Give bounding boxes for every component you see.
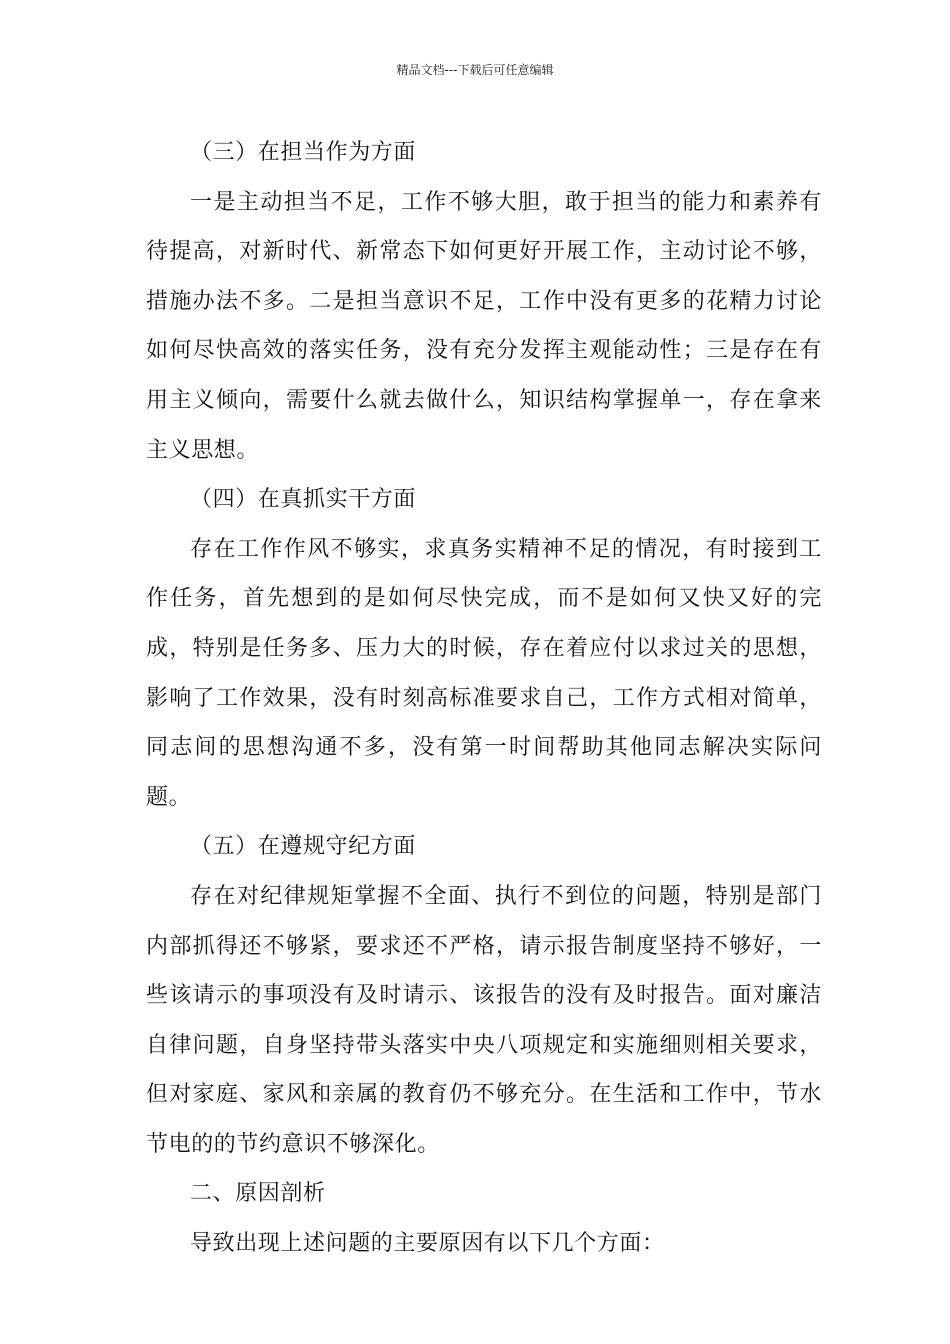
section-4-paragraph: 存在工作作风不够实，求真务实精神不足的情况，有时接到工作任务，首先想到的是如何尽快完成，而不是如何又快又好的完成，特别是任务多、压力大的时候，存在着应付以求过关的思想，影响了工作效果，没有时刻高标准要求自己，工作方式相对简单，同志间的思想沟通不多，没有第一时间帮助其他同志解决实际问题。 xyxy=(146,536,822,810)
section-3-paragraph: 一是主动担当不足，工作不够大胆，敢于担当的能力和素养有待提高，对新时代、新常态下如何更好开展工作，主动讨论不够，措施办法不多。二是担当意识不足，工作中没有更多的花精力讨论如何尽快高效的落实任务，没有充分发挥主观能动性；三是存在有用主义倾向，需要什么就去做什么，知识结构掌握单一，存在拿来主义思想。 xyxy=(146,189,822,463)
cause-analysis-intro: 导致出现上述问题的主要原因有以下几个方面： xyxy=(190,1231,665,1257)
section-heading-5: （五）在遵规守纪方面 xyxy=(190,834,417,860)
section-heading-cause-analysis: 二、原因剖析 xyxy=(190,1181,326,1207)
section-heading-4: （四）在真抓实干方面 xyxy=(190,487,417,513)
page-header: 精品文档---下载后可任意编辑 xyxy=(396,63,554,77)
document-body xyxy=(146,128,822,1269)
section-5-paragraph: 存在对纪律规矩掌握不全面、执行不到位的问题，特别是部门内部抓得还不够紧，要求还不严格，请示报告制度坚持不够好，一些该请示的事项没有及时请示、该报告的没有及时报告。面对廉洁自律问题，自身坚持带头落实中央八项规定和实施细则相关要求，但对家庭、家风和亲属的教育仍不够充分。在生活和工作中，节水节电的的节约意识不够深化。 xyxy=(146,883,822,1157)
section-heading-3: （三）在担当作为方面 xyxy=(190,140,417,165)
